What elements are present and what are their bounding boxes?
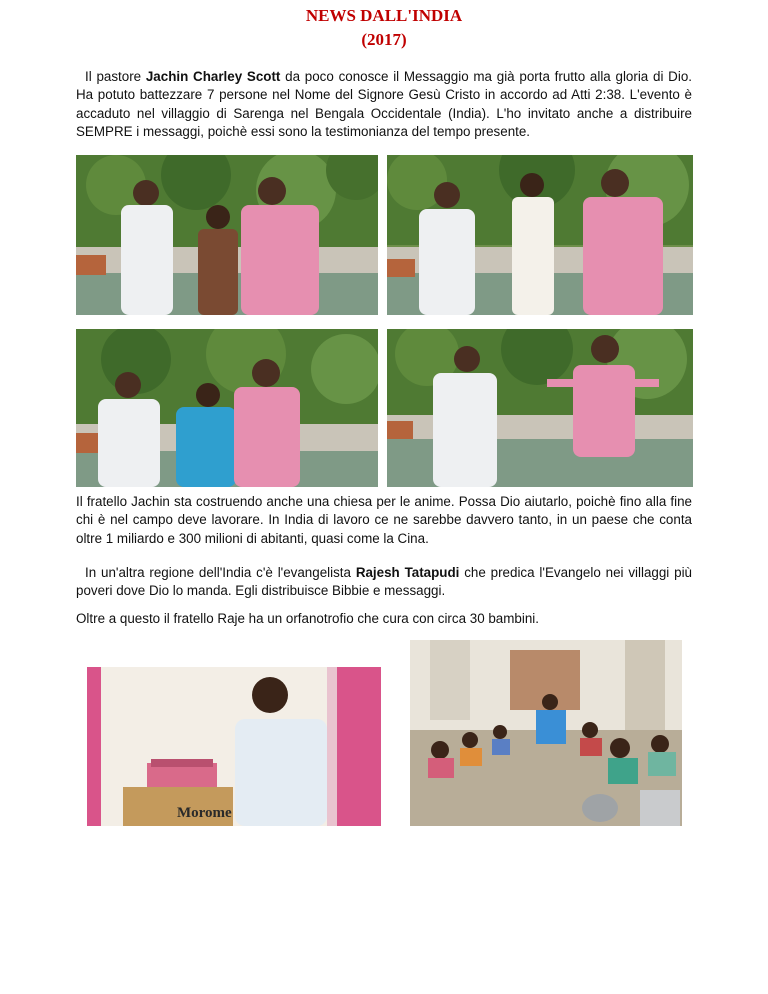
paragraph-pastor-jachin xyxy=(76,68,692,141)
paragraph-church: Il fratello Jachin sta costruendo anche una chiesa per le anime. Possa Dio aiutarlo, poichè fino alla fine chi è nel campo deve lavorare. In India di lavoro ce ne sarebbe davvero tanto, in un paese che conta oltre 1 miliardo e 300 milioni di abitanti, quasi come la Cina. xyxy=(76,494,692,546)
pastor-name: Jachin Charley Scott xyxy=(145,69,281,84)
photo-baptism-4 xyxy=(387,329,693,487)
photo-baptism-1 xyxy=(76,155,378,315)
paragraph-orphanage: Oltre a questo il fratello Raje ha un orfanotrofio che cura con circa 30 bambini. xyxy=(76,611,539,626)
paragraph-evangelist-rajesh xyxy=(76,564,692,601)
photo-rajesh-with-books xyxy=(87,667,381,826)
p3-text-after: che predica l'Evangelo nei villaggi più poveri dove Dio lo manda. Egli distribuisce Bibbie e messaggi. xyxy=(76,565,692,599)
page-year: (2017) xyxy=(361,30,407,49)
p3-text-before: In un'altra regione dell'India c'è l'evangelista xyxy=(85,565,356,580)
evangelist-name: Rajesh Tatapudi xyxy=(355,565,460,580)
photo-orphanage-children xyxy=(410,640,682,826)
photo-baptism-2 xyxy=(387,155,693,315)
p1-text-before: Il pastore xyxy=(85,69,146,84)
p1-text-after: da poco conosce il Messaggio ma già porta frutto alla gloria di Dio. Ha potuto battezzare 7 persone nel Nome del Signore Gesù Cristo in accordo ad Atti 2:38. L'evento è accaduto nel villaggio di Sarenga nel Bengala Occidentale (India). L'ho invitato anche a distribuire SEMPRE i messaggi, poichè essi sono la testimonianza del tempo presente. xyxy=(76,69,692,139)
page-title: NEWS DALL'INDIA xyxy=(305,6,463,25)
photo-baptism-3 xyxy=(76,329,378,487)
box-label: Morome xyxy=(177,805,232,821)
